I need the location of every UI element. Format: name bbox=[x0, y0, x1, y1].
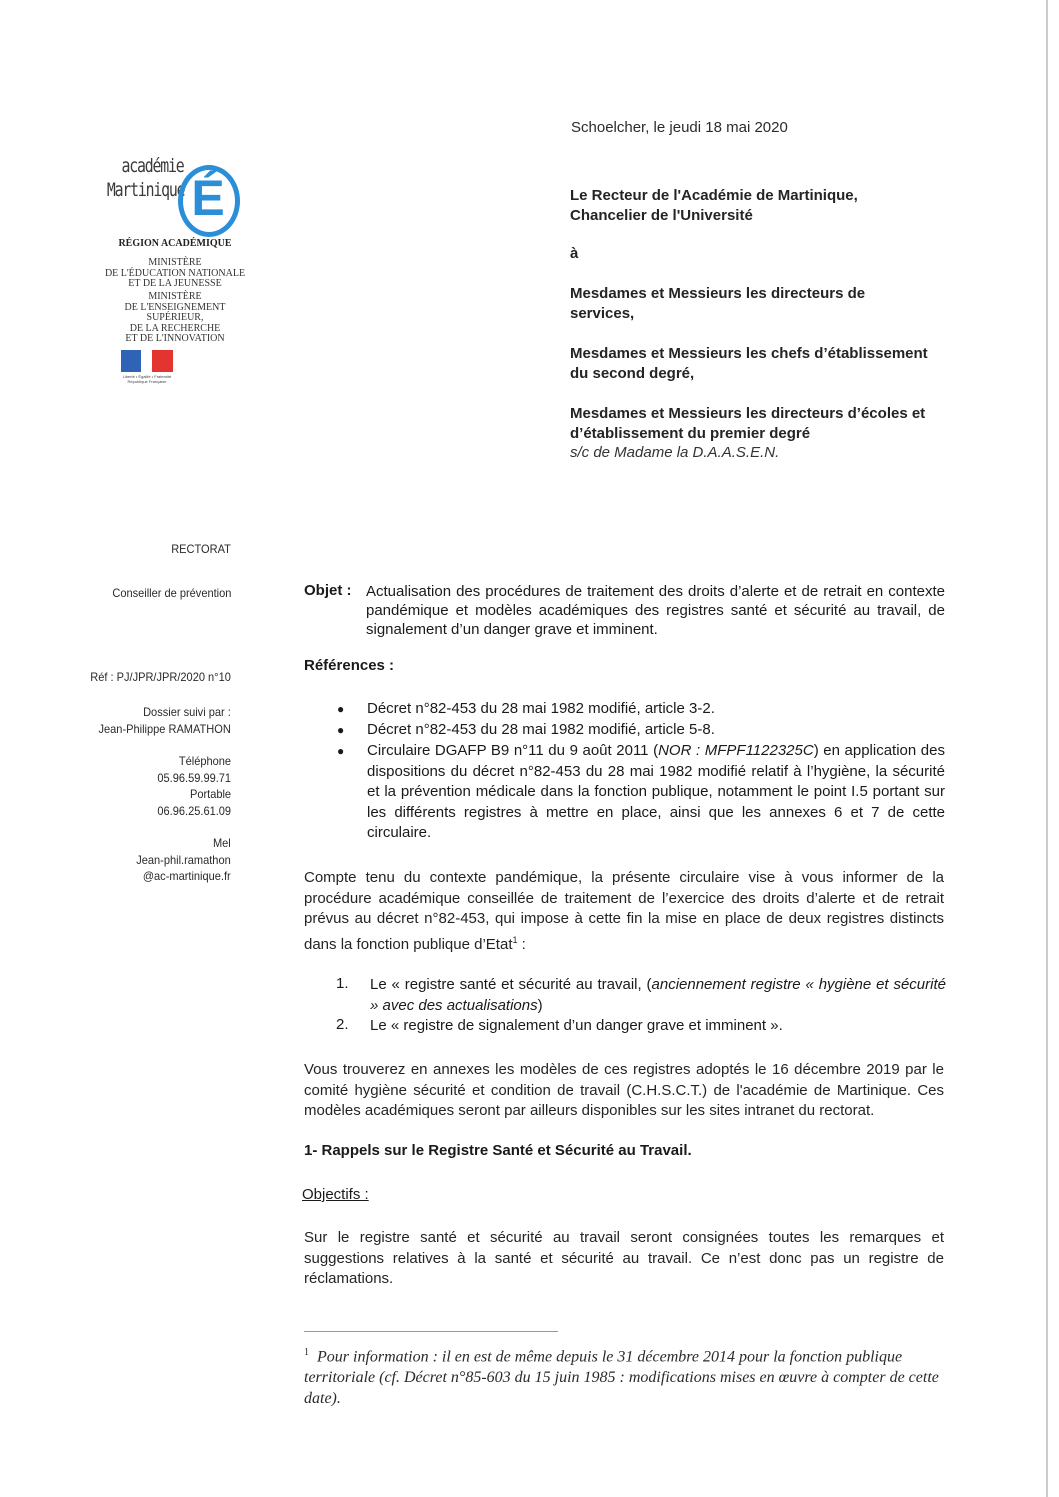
footnote-divider bbox=[304, 1331, 558, 1332]
register-text: Le « registre santé et sécurité au travail, ( bbox=[370, 976, 652, 993]
bullet-icon: ● bbox=[337, 702, 345, 716]
flag-republic: République Française bbox=[127, 379, 167, 384]
sender-line: Le Recteur de l'Académie de Martinique, bbox=[570, 187, 858, 204]
footnote-mark: 1 bbox=[304, 1347, 309, 1358]
intro-text: Compte tenu du contexte pandémique, la présente circulaire vise à vous informer de la procédure académique conseillée de traitement de l’exercice des droits d’alerte et de retrait prévus au décret n°82-453, qui impose à cette fin la mise en place de deux registres distincts dans la fonction publique d’Etat bbox=[304, 869, 944, 953]
flag-motto: Liberté • Égalité • Fraternité bbox=[122, 374, 172, 379]
contact-mail bbox=[136, 835, 231, 885]
ministry-line: ET DE LA JEUNESSE bbox=[128, 278, 222, 289]
recipient-directeurs-services bbox=[570, 284, 865, 324]
date-line: Schoelcher, le jeudi 18 mai 2020 bbox=[571, 119, 788, 136]
recipient-line: Mesdames et Messieurs les directeurs d’écoles et bbox=[570, 405, 926, 422]
recipient-line: Mesdames et Messieurs les chefs d’établissement bbox=[570, 345, 928, 362]
sender-line: Chancelier de l'Université bbox=[570, 207, 753, 224]
ministry-line: MINISTÈRE bbox=[148, 257, 202, 268]
reference-item: Décret n°82-453 du 28 mai 1982 modifié, article 3-2. bbox=[367, 700, 715, 717]
reference-item: Décret n°82-453 du 28 mai 1982 modifié, article 5-8. bbox=[367, 721, 715, 738]
annex-paragraph: Vous trouverez en annexes les modèles de ces registres adoptés le 16 décembre 2019 par le comité hygiène sécurité et condition de travail (C.H.S.C.T.) de l'académie de Martinique. Ces modèles académiques seront par ailleurs disponibles sur les sites intranet du rectorat. bbox=[304, 1061, 944, 1119]
mail-label: Mel bbox=[213, 836, 231, 850]
objet-text: Actualisation des procédures de traitement des droits d’alerte et de retrait en contexte pandémique et modèles académiques des registres santé et sécurité au travail, de signalement d’un danger grave et imminent. bbox=[366, 583, 945, 638]
reference-item bbox=[367, 741, 945, 844]
page-edge bbox=[1046, 0, 1048, 1497]
followed-by-name: Jean-Philippe RAMATHON bbox=[98, 721, 231, 736]
to-label: à bbox=[570, 245, 579, 262]
ministry-line: DE L'ÉDUCATION NATIONALE bbox=[104, 267, 246, 279]
region-academique: RÉGION ACADÉMIQUE bbox=[118, 238, 232, 249]
footnote-text: Pour information : il en est de même depuis le 31 décembre 2014 pour la fonction publique territoriale (cf. Décret n°85-603 du 15 juin 1985 : modifications mises en œuvre à compter de cette date). bbox=[304, 1348, 939, 1408]
ministry-line: ET DE L'INNOVATION bbox=[125, 333, 225, 344]
bullet-icon: ● bbox=[337, 723, 345, 737]
objet-label: Objet : bbox=[304, 582, 352, 599]
flag-caption bbox=[118, 374, 176, 384]
register-note: anciennement registre « hygiène et sécurité » avec des actualisations bbox=[370, 976, 946, 1014]
marianne-flag-icon bbox=[121, 350, 175, 372]
intro-end: : bbox=[517, 935, 526, 953]
recipient-line: d’établissement du premier degré bbox=[570, 425, 811, 442]
section-title: 1- Rappels sur le Registre Santé et Sécurité au Travail. bbox=[304, 1142, 692, 1159]
via-daasen: s/c de Madame la D.A.A.S.E.N. bbox=[570, 444, 780, 461]
bullet-icon: ● bbox=[337, 744, 345, 758]
list-number: 2. bbox=[336, 1016, 349, 1033]
contact-phones bbox=[157, 753, 231, 819]
ministry-line: DE L'ENSEIGNEMENT SUPÉRIEUR, bbox=[124, 301, 226, 323]
mail-user[interactable]: Jean-phil.ramathon bbox=[136, 852, 231, 867]
ministry-education bbox=[95, 258, 255, 290]
logo-e-letter: É bbox=[191, 170, 225, 226]
phone-number: 05.96.59.99.71 bbox=[157, 770, 231, 785]
recipient-line: du second degré, bbox=[570, 365, 695, 382]
service-name: RECTORAT bbox=[171, 542, 231, 556]
list-number: 1. bbox=[336, 975, 349, 992]
ministry-line: DE LA RECHERCHE bbox=[129, 322, 221, 334]
recipient-line: Mesdames et Messieurs les directeurs de bbox=[570, 285, 866, 302]
register-text: ) bbox=[537, 996, 543, 1014]
phone-label: Téléphone bbox=[178, 754, 231, 768]
mobile-label: Portable bbox=[189, 787, 231, 801]
mobile-number: 06.96.25.61.09 bbox=[157, 803, 231, 818]
sender bbox=[570, 186, 858, 226]
register-item: Le « registre de signalement d’un danger grave et imminent ». bbox=[370, 1017, 783, 1034]
department-name: Conseiller de prévention bbox=[111, 586, 231, 600]
followed-by bbox=[99, 704, 231, 737]
footnote-ref[interactable]: 1 bbox=[512, 934, 518, 945]
objectifs-paragraph: Sur le registre santé et sécurité au travail seront consignées toutes les remarques et suggestions relatives à la santé et sécurité au travail. Ce n’est donc pas un registre de réclamations. bbox=[304, 1229, 944, 1287]
mail-domain[interactable]: @ac-martinique.fr bbox=[143, 869, 231, 883]
reference-nor: NOR : MFPF1122325C bbox=[658, 742, 814, 759]
logo-line-2: Martinique bbox=[106, 179, 184, 201]
objectifs-label: Objectifs : bbox=[302, 1186, 369, 1203]
reference-number: Réf : PJ/JPR/JPR/2020 n°10 bbox=[90, 670, 231, 684]
recipient-line: services, bbox=[570, 305, 635, 322]
reference-text: ) en application des dispositions du décret n°82-453 du 28 mai 1982 modifié relatif à l’hygiène, la sécurité et la prévention médicale dans la fonction publique, notamment le point I.5 portant sur les différents registres à mettre en place, ainsi que les annexes 6 et 7 de cette circulaire. bbox=[367, 742, 945, 841]
academie-logo bbox=[82, 145, 252, 245]
ministry-line: MINISTÈRE bbox=[148, 291, 202, 302]
register-item bbox=[370, 975, 946, 1016]
recipient-chefs-etablissement bbox=[570, 344, 928, 384]
references-title: Références : bbox=[304, 657, 395, 674]
logo-line-1: académie bbox=[121, 155, 184, 177]
recipient-directeurs-ecoles bbox=[570, 404, 925, 444]
footnote bbox=[304, 1342, 944, 1409]
followed-by-label: Dossier suivi par : bbox=[143, 705, 231, 719]
intro-paragraph bbox=[304, 868, 944, 955]
reference-text: Circulaire DGAFP B9 n°11 du 9 août 2011 ( bbox=[367, 742, 659, 759]
ministry-higher-education bbox=[95, 292, 255, 345]
